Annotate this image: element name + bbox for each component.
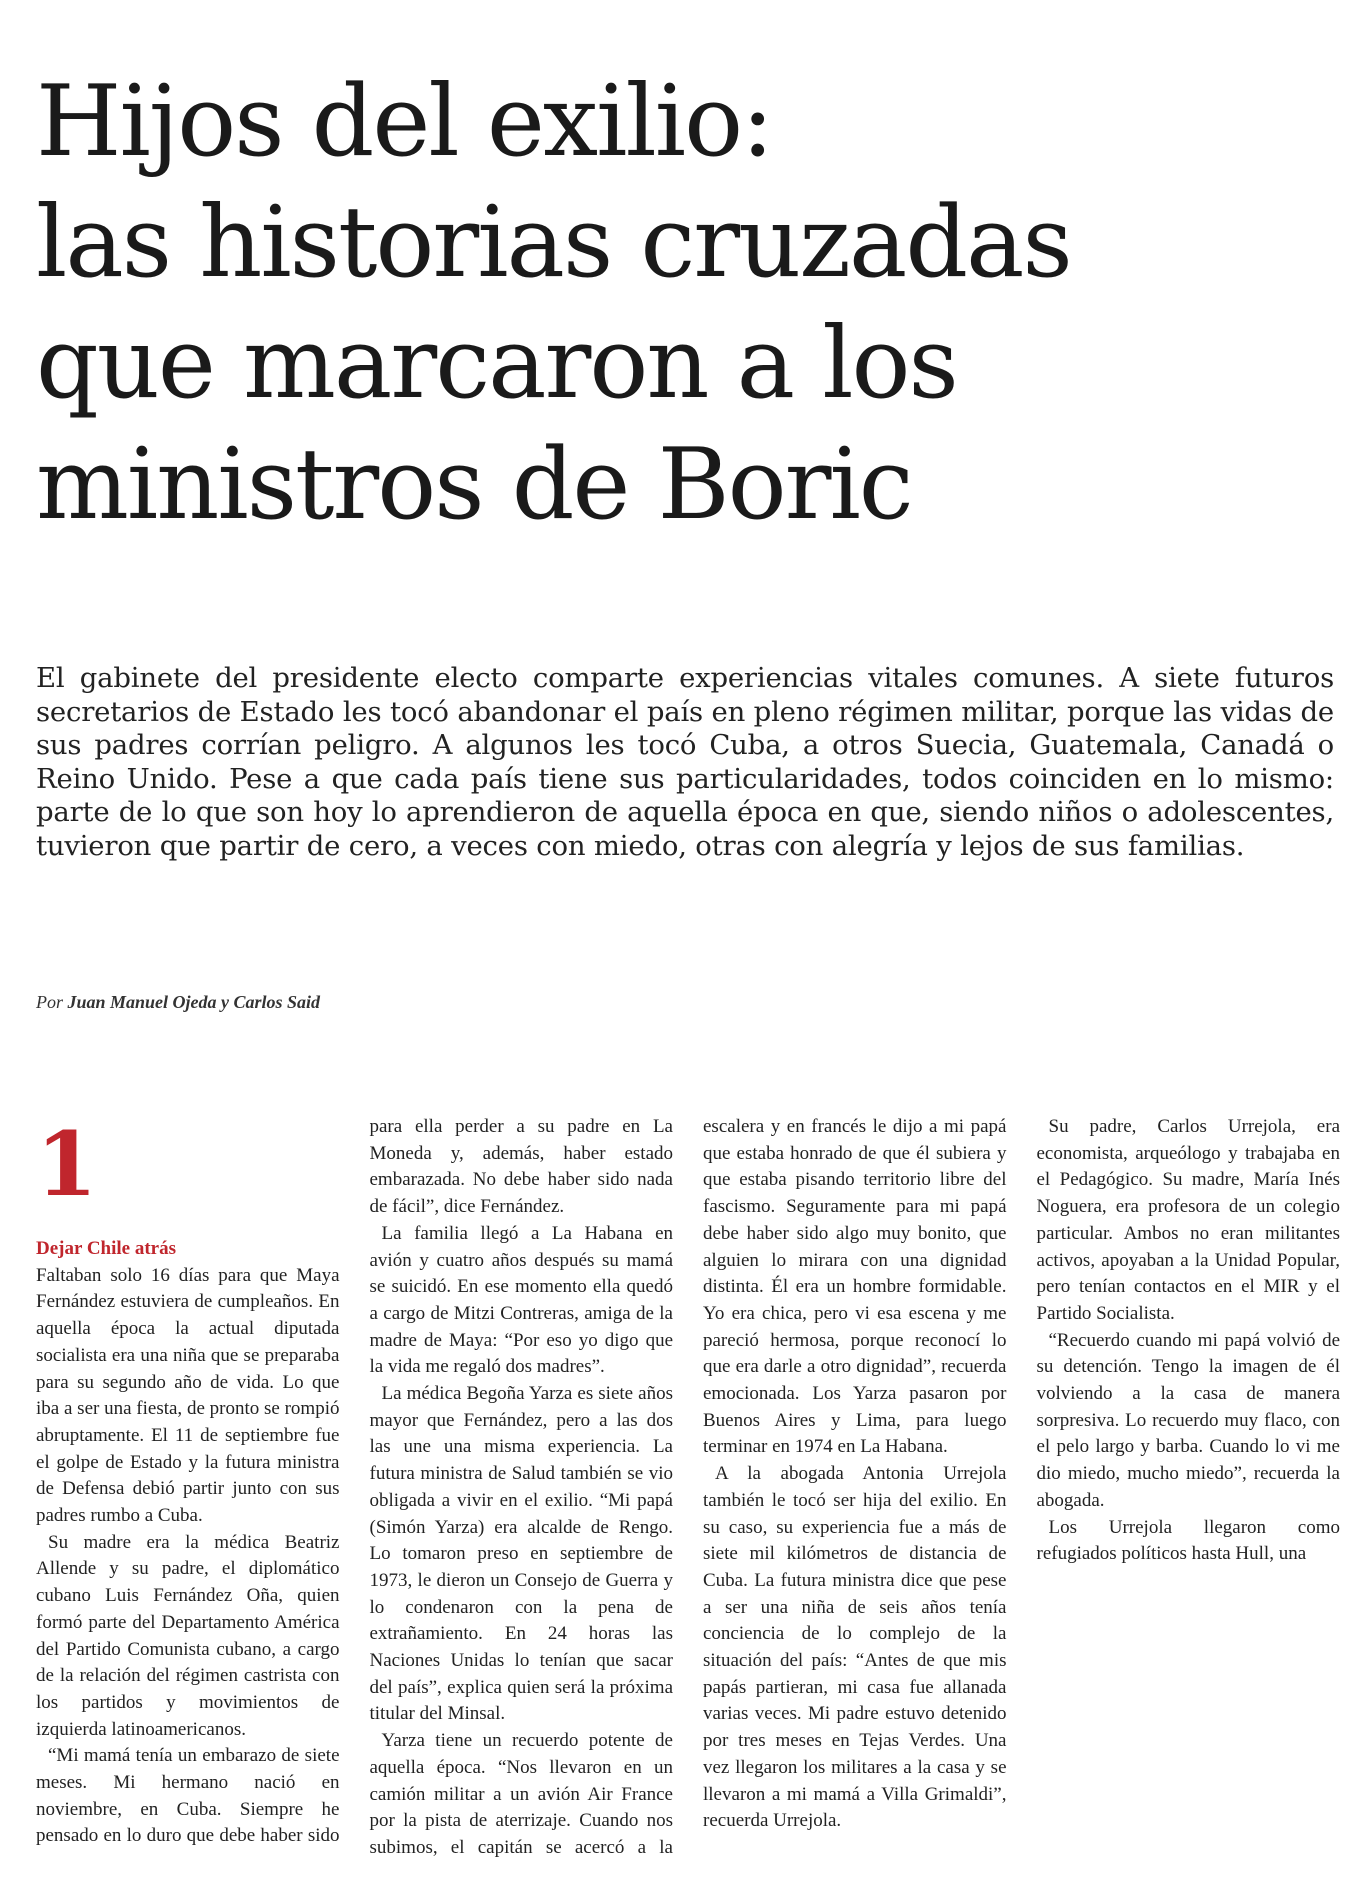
headline-line: que marcaron a los <box>36 307 957 421</box>
body-paragraph: “Recuerdo cuando mi papá volvió de su detención. Tengo la imagen de él volviendo a la casa de manera sorpresiva. Lo recuerdo muy flaco, con el pelo largo y barba. Cuando lo vi me dio miedo, mucho miedo”, recuerda la abogada. <box>1036 1329 1340 1511</box>
body-paragraph: Faltaban solo 16 días para que Maya Fernández estuviera de cumpleaños. En aquella época la actual diputada socialista era una niña que se preparaba para su segundo año de vida. Lo que iba a ser una fiesta, de pronto se rompió abruptamente. El 11 de septiembre fue el golpe de Estado y la futura ministra de Defensa debió partir junto con sus padres rumbo a Cuba. <box>36 1264 340 1527</box>
byline-authors: Juan Manuel Ojeda y Carlos Said <box>67 992 321 1012</box>
body-paragraph: Su padre, Carlos Urrejola, era economista, arqueólogo y trabajaba en el Pedagógico. Su madre, María Inés Noguera, era profesora de un colegio particular. Ambos no eran militantes activos, apoyaban a la Unidad Popular, pero tenían contactos en el MIR y el Partido Socialista. <box>1036 1116 1340 1324</box>
section-title: Dejar Chile atrás <box>36 1238 177 1259</box>
headline <box>36 62 1346 546</box>
body-paragraph: Yarza tiene un recuerdo potente de aquella época. “Nos llevaron en un camión militar a un avión Air France por la pista de aterrizaje. Cuando nos subimos, el capitán se acercó a la escalera y en francés le dijo a mi papá que estaba honrado de que él subiera y que estaba pisando territorio libre del fascismo. Seguramente para mi papá debe haber sido algo muy bonito, que alguien lo mirara con una dignidad distinta. Él era un hombre formidable. Yo era chica, pero vi esa escena y me pareció hermosa, porque reconocí lo que era darle a otro dignidad”, recuerda emocionada. Los Yarza pasaron por Buenos Aires y Lima, para luego terminar en 1974 en La Habana. <box>369 1116 1007 1858</box>
headline-line: las historias cruzadas <box>36 186 1071 300</box>
byline-prefix: Por <box>36 992 63 1012</box>
byline <box>36 992 320 1013</box>
body-paragraph: Su madre era la médica Beatriz Allende y su padre, el diplomático cubano Luis Fernández Oña, quien formó parte del Departamento América del Partido Comunista cubano, a cargo de la relación del régimen castrista con los partidos y movimientos de izquierda latinoamericanos. <box>36 1531 340 1740</box>
headline-line: ministros de Boric <box>36 428 912 542</box>
article-body <box>36 1114 1340 1874</box>
body-paragraph: La médica Begoña Yarza es siete años mayor que Fernández, pero a las dos las une una misma experiencia. La futura ministra de Salud también se vio obligada a vivir en el exilio. “Mi papá (Simón Yarza) era alcalde de Rengo. Lo tomaron preso en septiembre de 1973, le dieron un Consejo de Guerra y lo condenaron con la pena de extrañamiento. En 24 horas las Naciones Unidas lo tenían que sacar del país”, explica quien será la próxima titular del Minsal. <box>369 1383 673 1725</box>
body-paragraph: A la abogada Antonia Urrejola también le tocó ser hija del exilio. En su caso, su experiencia fue a más de siete mil kilómetros de distancia de Cuba. La futura ministra dice que pese a ser una niña de seis años tenía conciencia de lo complejo de la situación del país: “Antes de que mis papás partieran, mi casa fue allanada varias veces. Mi padre estuvo detenido por tres meses en Tejas Verdes. Una vez llegaron los militares a la casa y se llevaron a mi mamá a Villa Grimaldi”, recuerda Urrejola. <box>703 1463 1007 1832</box>
section-number: 1 <box>36 1112 98 1216</box>
article-dek: El gabinete del presidente electo comparte experiencias vitales comunes. A siete futuros secretarios de Estado les tocó abandonar el país en pleno régimen militar, porque las vidas de sus padres corrían peligro. A algunos les tocó Cuba, a otros Suecia, Guatemala, Canadá o Reino Unido. Pese a que cada país tiene sus particularidades, todos coinciden en lo mismo: parte de lo que son hoy lo aprendieron de aquella época en que, siendo niños o adolescentes, tuvieron que partir de cero, a veces con miedo, otras con alegría y lejos de sus familias. <box>36 662 1334 862</box>
body-paragraph: La familia llegó a La Habana en avión y cuatro años después su mamá se suicidó. En ese momento ella quedó a cargo de Mitzi Contreras, amiga de la madre de Maya: “Por eso yo digo que la vida me regaló dos madres”. <box>369 1222 673 1378</box>
body-paragraph: “Mi mamá tenía un embarazo de siete meses. Mi hermano nació en noviembre, en Cuba. Siempre he pensado en lo duro que debe haber sido para ella perder a su padre en La Moneda y, además, haber estado embarazada. No debe haber sido nada de fácil”, dice Fernández. <box>36 1116 673 1847</box>
headline-line: Hijos del exilio: <box>36 65 773 179</box>
body-paragraph: Los Urrejola llegaron como refugiados políticos hasta Hull, una <box>1036 1516 1340 1565</box>
